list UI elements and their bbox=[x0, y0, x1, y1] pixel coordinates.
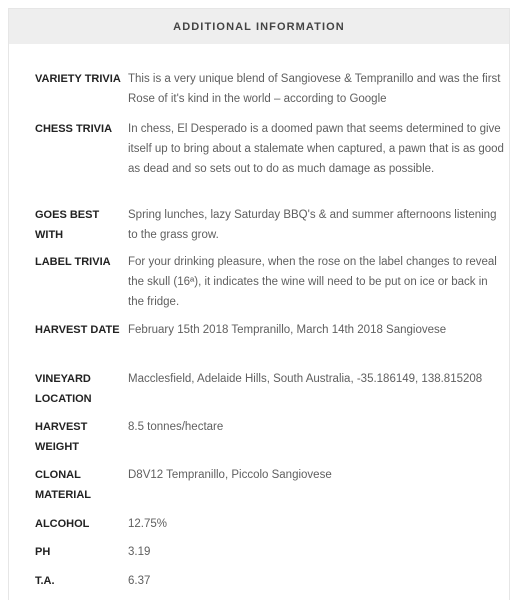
row-value: Spring lunches, lazy Saturday BBQ's & and summer afternoons listening to the grass grow. bbox=[128, 209, 497, 241]
row-value: Macclesfield, Adelaide Hills, South Australia, -35.186149, 138.815208 bbox=[128, 373, 483, 385]
row-label: VINEYARD LOCATION bbox=[35, 373, 92, 405]
row-value: This is a very unique blend of Sangiovese & Tempranillo and was the first Rose of it's kind in the world – according to Google bbox=[128, 73, 501, 105]
row-value: 12.75% bbox=[128, 518, 168, 530]
row-value: D8V12 Tempranillo, Piccolo Sangiovese bbox=[128, 469, 332, 481]
section-title: ADDITIONAL INFORMATION bbox=[173, 20, 345, 33]
row-label: CHESS TRIVIA bbox=[35, 123, 113, 135]
row-value: 6.37 bbox=[128, 575, 151, 587]
row-value: For your drinking pleasure, when the rose on the label changes to reveal the skull (16ª), it indicates the wine will need to be put on ice or back in the fridge. bbox=[128, 256, 497, 308]
row-value: 3.19 bbox=[128, 546, 151, 558]
row-label: PH bbox=[35, 546, 51, 558]
additional-information-panel bbox=[8, 8, 510, 600]
row-value: February 15th 2018 Tempranillo, March 14th 2018 Sangiovese bbox=[128, 324, 447, 336]
row-label: HARVEST WEIGHT bbox=[35, 421, 88, 453]
row-label: HARVEST DATE bbox=[35, 324, 120, 336]
additional-information-tab[interactable] bbox=[9, 9, 509, 44]
row-label: T.A. bbox=[35, 575, 55, 587]
row-label: CLONAL MATERIAL bbox=[35, 469, 92, 501]
row-label: ALCOHOL bbox=[35, 518, 90, 530]
row-label: LABEL TRIVIA bbox=[35, 256, 111, 268]
row-value: 8.5 tonnes/hectare bbox=[128, 421, 224, 433]
row-label: VARIETY TRIVIA bbox=[35, 73, 121, 85]
row-value: In chess, El Desperado is a doomed pawn that seems determined to give itself up to bring about a stalemate when captured, a pawn that is as good as dead and so sets out to do as much damage as possible. bbox=[128, 123, 504, 175]
row-label: GOES BEST WITH bbox=[35, 209, 100, 241]
